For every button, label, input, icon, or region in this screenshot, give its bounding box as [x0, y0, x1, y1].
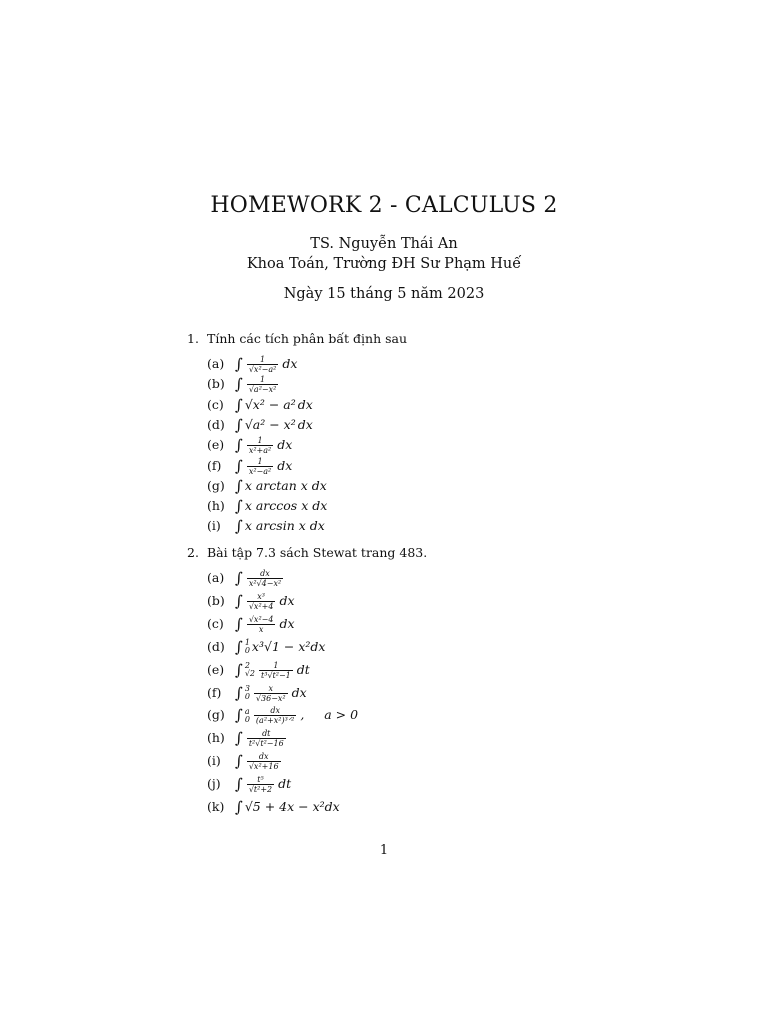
numerator: 1 [273, 660, 279, 670]
upper-limit: 3 [244, 684, 250, 693]
exercise-item [207, 683, 307, 701]
exercise-item [207, 435, 293, 456]
numerator: x [268, 683, 274, 693]
integral-sign: ∫ [235, 614, 243, 633]
fraction [247, 436, 273, 455]
numerator: dt [262, 729, 271, 739]
section-heading-text: Tính các tích phân bất định sau [206, 331, 408, 346]
denominator: √36−x² [255, 693, 286, 703]
date: Ngày 15 tháng 5 năm 2023 [283, 286, 485, 302]
page-number: 1 [379, 843, 389, 858]
numerator: dx [258, 752, 269, 762]
exercise-item [207, 591, 295, 609]
denominator: x²+a² [248, 446, 272, 456]
item-label: (i) [207, 753, 221, 769]
denominator: √x²+16 [248, 762, 279, 772]
section-number: 1. [187, 331, 199, 346]
differential: dx [279, 615, 295, 631]
differential: dx [291, 684, 307, 700]
integrand: x³√1 − x²dx [251, 638, 326, 654]
item-label: (j) [207, 776, 221, 792]
integral-sign: ∫ [235, 752, 243, 771]
item-label: (h) [207, 730, 225, 746]
numerator: 1 [260, 355, 266, 364]
item-label: (f) [207, 684, 222, 700]
fraction [247, 615, 276, 634]
integral-sign: ∫ [235, 415, 243, 434]
exercise-item [207, 415, 313, 433]
exercise-item [207, 751, 283, 772]
lower-limit: 0 [244, 714, 250, 724]
integrand: x arccos x dx [244, 498, 328, 514]
fraction [247, 355, 279, 374]
item-label: (g) [207, 707, 225, 723]
integral-sign: ∫ [235, 375, 243, 394]
integral-limits [245, 708, 250, 724]
author: TS. Nguyễn Thái An [310, 236, 458, 252]
exercise-item [207, 456, 292, 474]
fraction [259, 661, 293, 680]
upper-limit: 2 [244, 661, 250, 671]
section-heading-text: Bài tập 7.3 sách Stewat trang 483. [206, 545, 428, 560]
differential: dx [282, 356, 298, 371]
integral-sign: ∫ [235, 569, 243, 587]
exercise-item [207, 476, 327, 494]
integrand: √x² − a² [244, 396, 296, 412]
integral-sign: ∫ [235, 775, 243, 794]
differential: dx [277, 437, 293, 453]
denominator: √x²+4 [248, 601, 274, 611]
lower-limit: 0 [244, 692, 250, 701]
fraction [247, 775, 274, 794]
denominator: t³√t²−1 [261, 670, 291, 680]
integral-limits [245, 685, 250, 701]
item-label: (a) [207, 356, 225, 371]
fraction [247, 375, 279, 394]
item-label: (i) [207, 518, 221, 534]
exercise-item [207, 496, 327, 514]
item-label: (a) [207, 570, 225, 585]
denominator: x [247, 624, 276, 634]
item-label: (e) [207, 661, 225, 677]
integral-sign: ∫ [235, 660, 243, 679]
item-label: (b) [207, 376, 225, 392]
lower-limit: √2 [244, 669, 256, 679]
numerator: dx [260, 569, 270, 578]
fraction [254, 684, 288, 703]
differential: dx [279, 592, 295, 608]
section-number: 2. [187, 545, 199, 560]
integral-sign: ∫ [235, 436, 243, 455]
denominator: √t²+2 [248, 785, 273, 795]
item-label: (e) [207, 437, 225, 453]
fraction [247, 457, 273, 476]
denominator: √x²−a² [248, 365, 277, 374]
integral-sign: ∫ [235, 355, 243, 373]
integral-sign: ∫ [235, 706, 243, 725]
integral-limits [245, 639, 250, 655]
integrand: √5 + 4x − x²dx [244, 799, 340, 814]
denominator: t²√t²−16 [248, 739, 284, 749]
upper-limit: 1 [244, 638, 250, 648]
integral-sign: ∫ [235, 798, 243, 816]
exercise-item [207, 374, 280, 395]
item-label: (c) [207, 396, 224, 412]
integrand: x arctan x dx [244, 477, 327, 493]
item-label: (k) [207, 799, 225, 814]
integral-sign: ∫ [235, 591, 243, 610]
denominator: √a²−x² [248, 385, 277, 395]
differential: dt [278, 776, 292, 792]
exercise-item [207, 660, 310, 678]
exercise-item [207, 516, 325, 534]
item-label: (f) [207, 457, 222, 473]
item-label: (b) [207, 592, 225, 608]
fraction [247, 729, 286, 748]
integral-sign: ∫ [235, 497, 243, 516]
fraction [247, 569, 283, 588]
numerator: t⁵ [257, 775, 264, 785]
integral-sign: ∫ [235, 476, 243, 495]
differential: , a > 0 [300, 707, 359, 723]
numerator: 1 [257, 456, 263, 466]
lower-limit: 0 [244, 646, 250, 656]
integral-sign: ∫ [235, 456, 243, 475]
affiliation: Khoa Toán, Trường ĐH Sư Phạm Huế [246, 256, 522, 272]
exercise-item [207, 568, 285, 586]
fraction [254, 706, 296, 725]
item-label: (d) [207, 416, 225, 432]
exercise-item [207, 705, 359, 726]
denominator: (a²+x²)³ᐟ² [255, 716, 295, 726]
numerator: x³ [257, 591, 265, 601]
integral-sign: ∫ [235, 683, 243, 702]
differential: dx [277, 457, 293, 473]
numerator: dx [270, 706, 280, 716]
section-2-heading [187, 545, 427, 560]
integral-sign: ∫ [235, 637, 243, 656]
item-label: (g) [207, 477, 225, 493]
exercise-item [207, 774, 292, 795]
integral-sign: ∫ [235, 517, 243, 536]
item-label: (h) [207, 498, 225, 514]
numerator: 1 [257, 436, 263, 446]
numerator: √x²−4 [248, 614, 274, 624]
exercise-item [207, 797, 340, 815]
integral-sign: ∫ [235, 729, 243, 748]
exercise-item [207, 614, 295, 632]
exercise-item [207, 637, 325, 655]
exercise-item [207, 354, 297, 372]
numerator: 1 [260, 375, 266, 385]
integrand: √a² − x² [244, 416, 296, 432]
differential: dt [296, 661, 310, 677]
exercise-item [207, 728, 288, 749]
differential: dx [297, 416, 313, 432]
fraction [247, 592, 276, 611]
denominator: x²−a² [248, 466, 272, 476]
denominator: x²√4−x² [248, 579, 282, 588]
exercise-item [207, 395, 313, 413]
upper-limit: a [244, 706, 250, 716]
integral-sign: ∫ [235, 395, 243, 414]
integrand: x arcsin x dx [244, 518, 325, 534]
integral-limits [245, 662, 255, 678]
document-title: HOMEWORK 2 - CALCULUS 2 [210, 193, 558, 218]
differential: dx [297, 396, 313, 412]
item-label: (d) [207, 638, 225, 654]
fraction [247, 752, 281, 771]
item-label: (c) [207, 615, 224, 631]
section-1-heading [187, 331, 407, 346]
